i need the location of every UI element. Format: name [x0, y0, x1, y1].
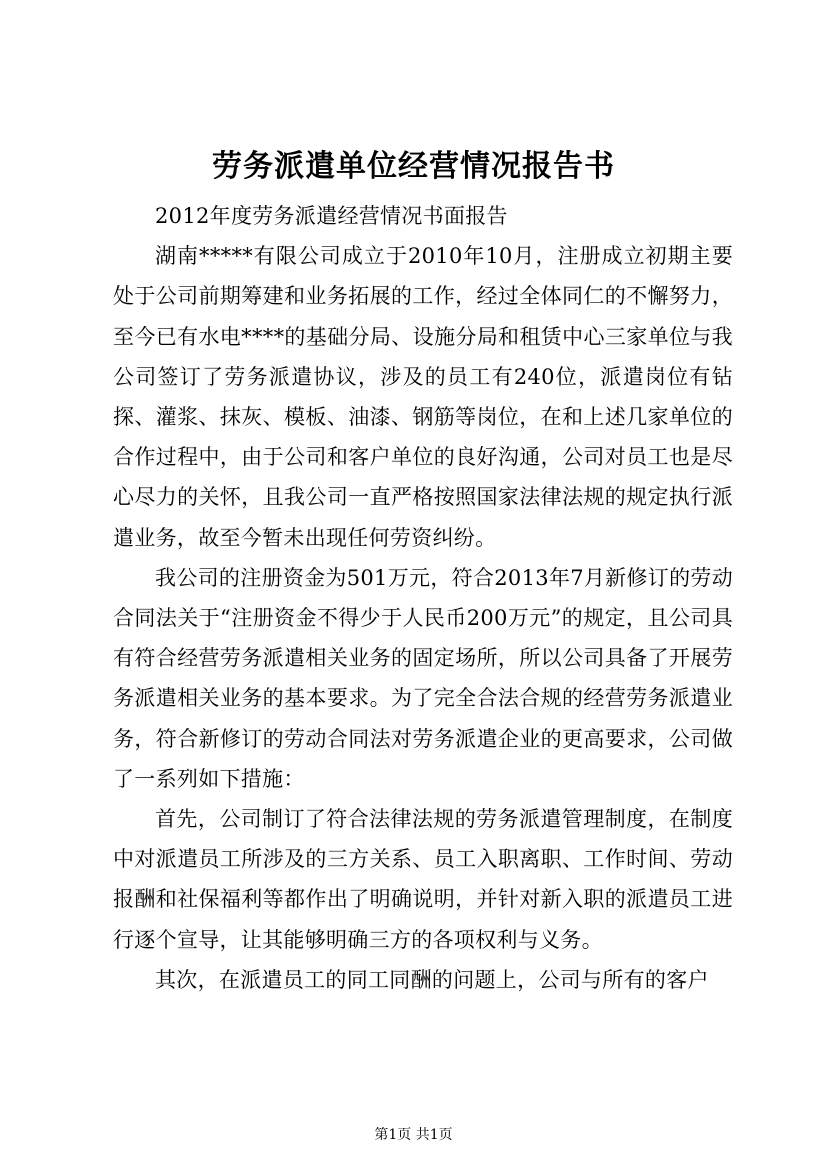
document-title: 劳务派遣单位经营情况报告书: [212, 149, 615, 184]
capital-paragraph: 我公司的注册资金为501万元，符合2013年7月新修订的劳动合同法关于“注册资金不得少于人民币200万元”的规定，且公司具有符合经营劳务派遣相关业务的固定场所，所以公司具备了开展劳务派遣相关业务的基本要求。为了完全合法合规的经营劳务派遣业务，符合新修订的劳动合同法对劳务派遣企业的更高要求，公司做了一系列如下措施：: [113, 565, 733, 791]
second-measure-paragraph: 其次，在派遣员工的同工同酬的问题上，公司与所有的客户: [155, 967, 709, 992]
first-measure-paragraph: 首先，公司制订了符合法律法规的劳务派遣管理制度，在制度中对派遣员工所涉及的三方关系、员工入职离职、工作时间、劳动报酬和社保福利等都作出了明确说明，并针对新入职的派遣员工进行逐个宣导，让其能够明确三方的各项权利与义务。: [113, 807, 733, 952]
report-subtitle-paragraph: 2012年度劳务派遣经营情况书面报告: [155, 204, 508, 228]
document-body: [113, 196, 733, 1000]
page-number-footer: 第1页 共1页: [374, 1127, 453, 1143]
company-intro-paragraph: 湖南*****有限公司成立于2010年10月，注册成立初期主要处于公司前期筹建和业务拓展的工作，经过全体同仁的不懈努力，至今已有水电****的基础分局、设施分局和租赁中心三家单位与我公司签订了劳务派遣协议，涉及的员工有240位，派遣岗位有钻探、灌浆、抹灰、模板、油漆、钢筋等岗位，在和上述几家单位的合作过程中，由于公司和客户单位的良好沟通，公司对员工也是尽心尽力的关怀，且我公司一直严格按照国家法律法规的规定执行派遣业务，故至今暂未出现任何劳资纠纷。: [113, 244, 733, 550]
